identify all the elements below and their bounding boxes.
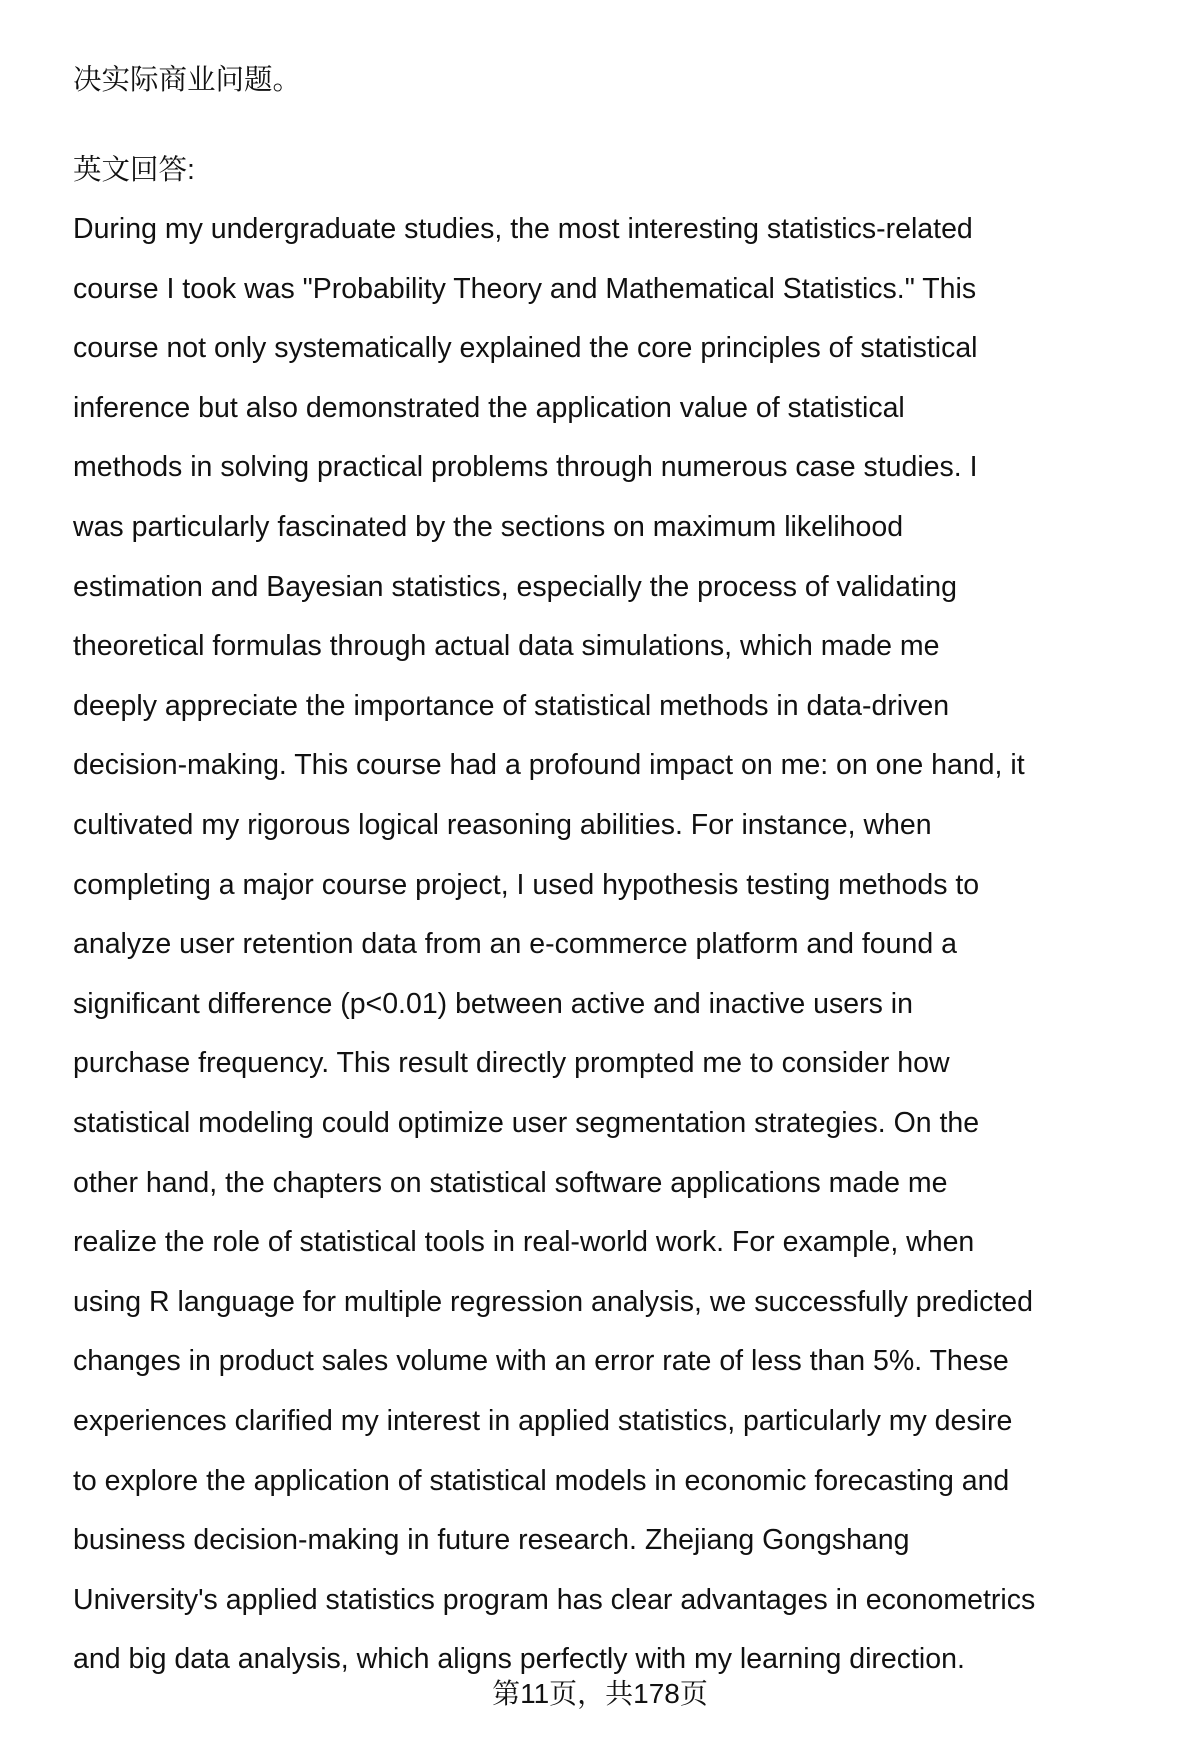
paragraph-line: methods in solving practical problems through numerous case studies. I — [73, 451, 978, 484]
paragraph-line: and big data analysis, which aligns perfectly with my learning direction. — [73, 1643, 965, 1676]
continued-text-line: 决实际商业问题。 — [73, 64, 302, 96]
paragraph-line: significant difference (p<0.01) between active and inactive users in — [73, 987, 913, 1020]
paragraph-line: other hand, the chapters on statistical software applications made me — [73, 1166, 948, 1199]
paragraph-line: theoretical formulas through actual data simulations, which made me — [73, 630, 940, 663]
paragraph-line: purchase frequency. This result directly prompted me to consider how — [73, 1047, 950, 1080]
paragraph-line: analyze user retention data from an e-commerce platform and found a — [73, 928, 957, 961]
paragraph-line: experiences clarified my interest in applied statistics, particularly my desire — [73, 1405, 1013, 1437]
paragraph-line: During my undergraduate studies, the most interesting statistics-related — [73, 213, 973, 245]
paragraph-line: statistical modeling could optimize user segmentation strategies. On the — [73, 1107, 980, 1139]
paragraph-line: University's applied statistics program has clear advantages in econometrics — [73, 1583, 1036, 1616]
paragraph-line: deeply appreciate the importance of statistical methods in data-driven — [73, 689, 950, 722]
paragraph-line: realize the role of statistical tools in real-world work. For example, when — [73, 1226, 975, 1259]
page-footer: 第11页，共178页 — [492, 1678, 708, 1709]
paragraph-line: inference but also demonstrated the application value of statistical — [73, 391, 905, 424]
paragraph-line: completing a major course project, I used hypothesis testing methods to — [73, 868, 980, 901]
paragraph-line: business decision-making in future research. Zhejiang Gongshang — [73, 1524, 910, 1557]
paragraph-line: changes in product sales volume with an error rate of less than 5%. These — [73, 1345, 1009, 1378]
paragraph-line: course I took was "Probability Theory and Mathematical Statistics." This — [73, 272, 977, 305]
paragraph-line: decision-making. This course had a profound impact on me: on one hand, it — [73, 749, 1025, 782]
answer-heading: 英文回答: — [73, 154, 195, 186]
paragraph-line: using R language for multiple regression analysis, we successfully predicted — [73, 1285, 1033, 1318]
paragraph-line: was particularly fascinated by the sections on maximum likelihood — [73, 511, 904, 543]
paragraph-line: estimation and Bayesian statistics, especially the process of validating — [73, 570, 957, 603]
paragraph-line: cultivated my rigorous logical reasoning abilities. For instance, when — [73, 809, 932, 841]
paragraph-line: to explore the application of statistical models in economic forecasting and — [73, 1464, 1010, 1497]
paragraph-line: course not only systematically explained the core principles of statistical — [73, 332, 978, 365]
